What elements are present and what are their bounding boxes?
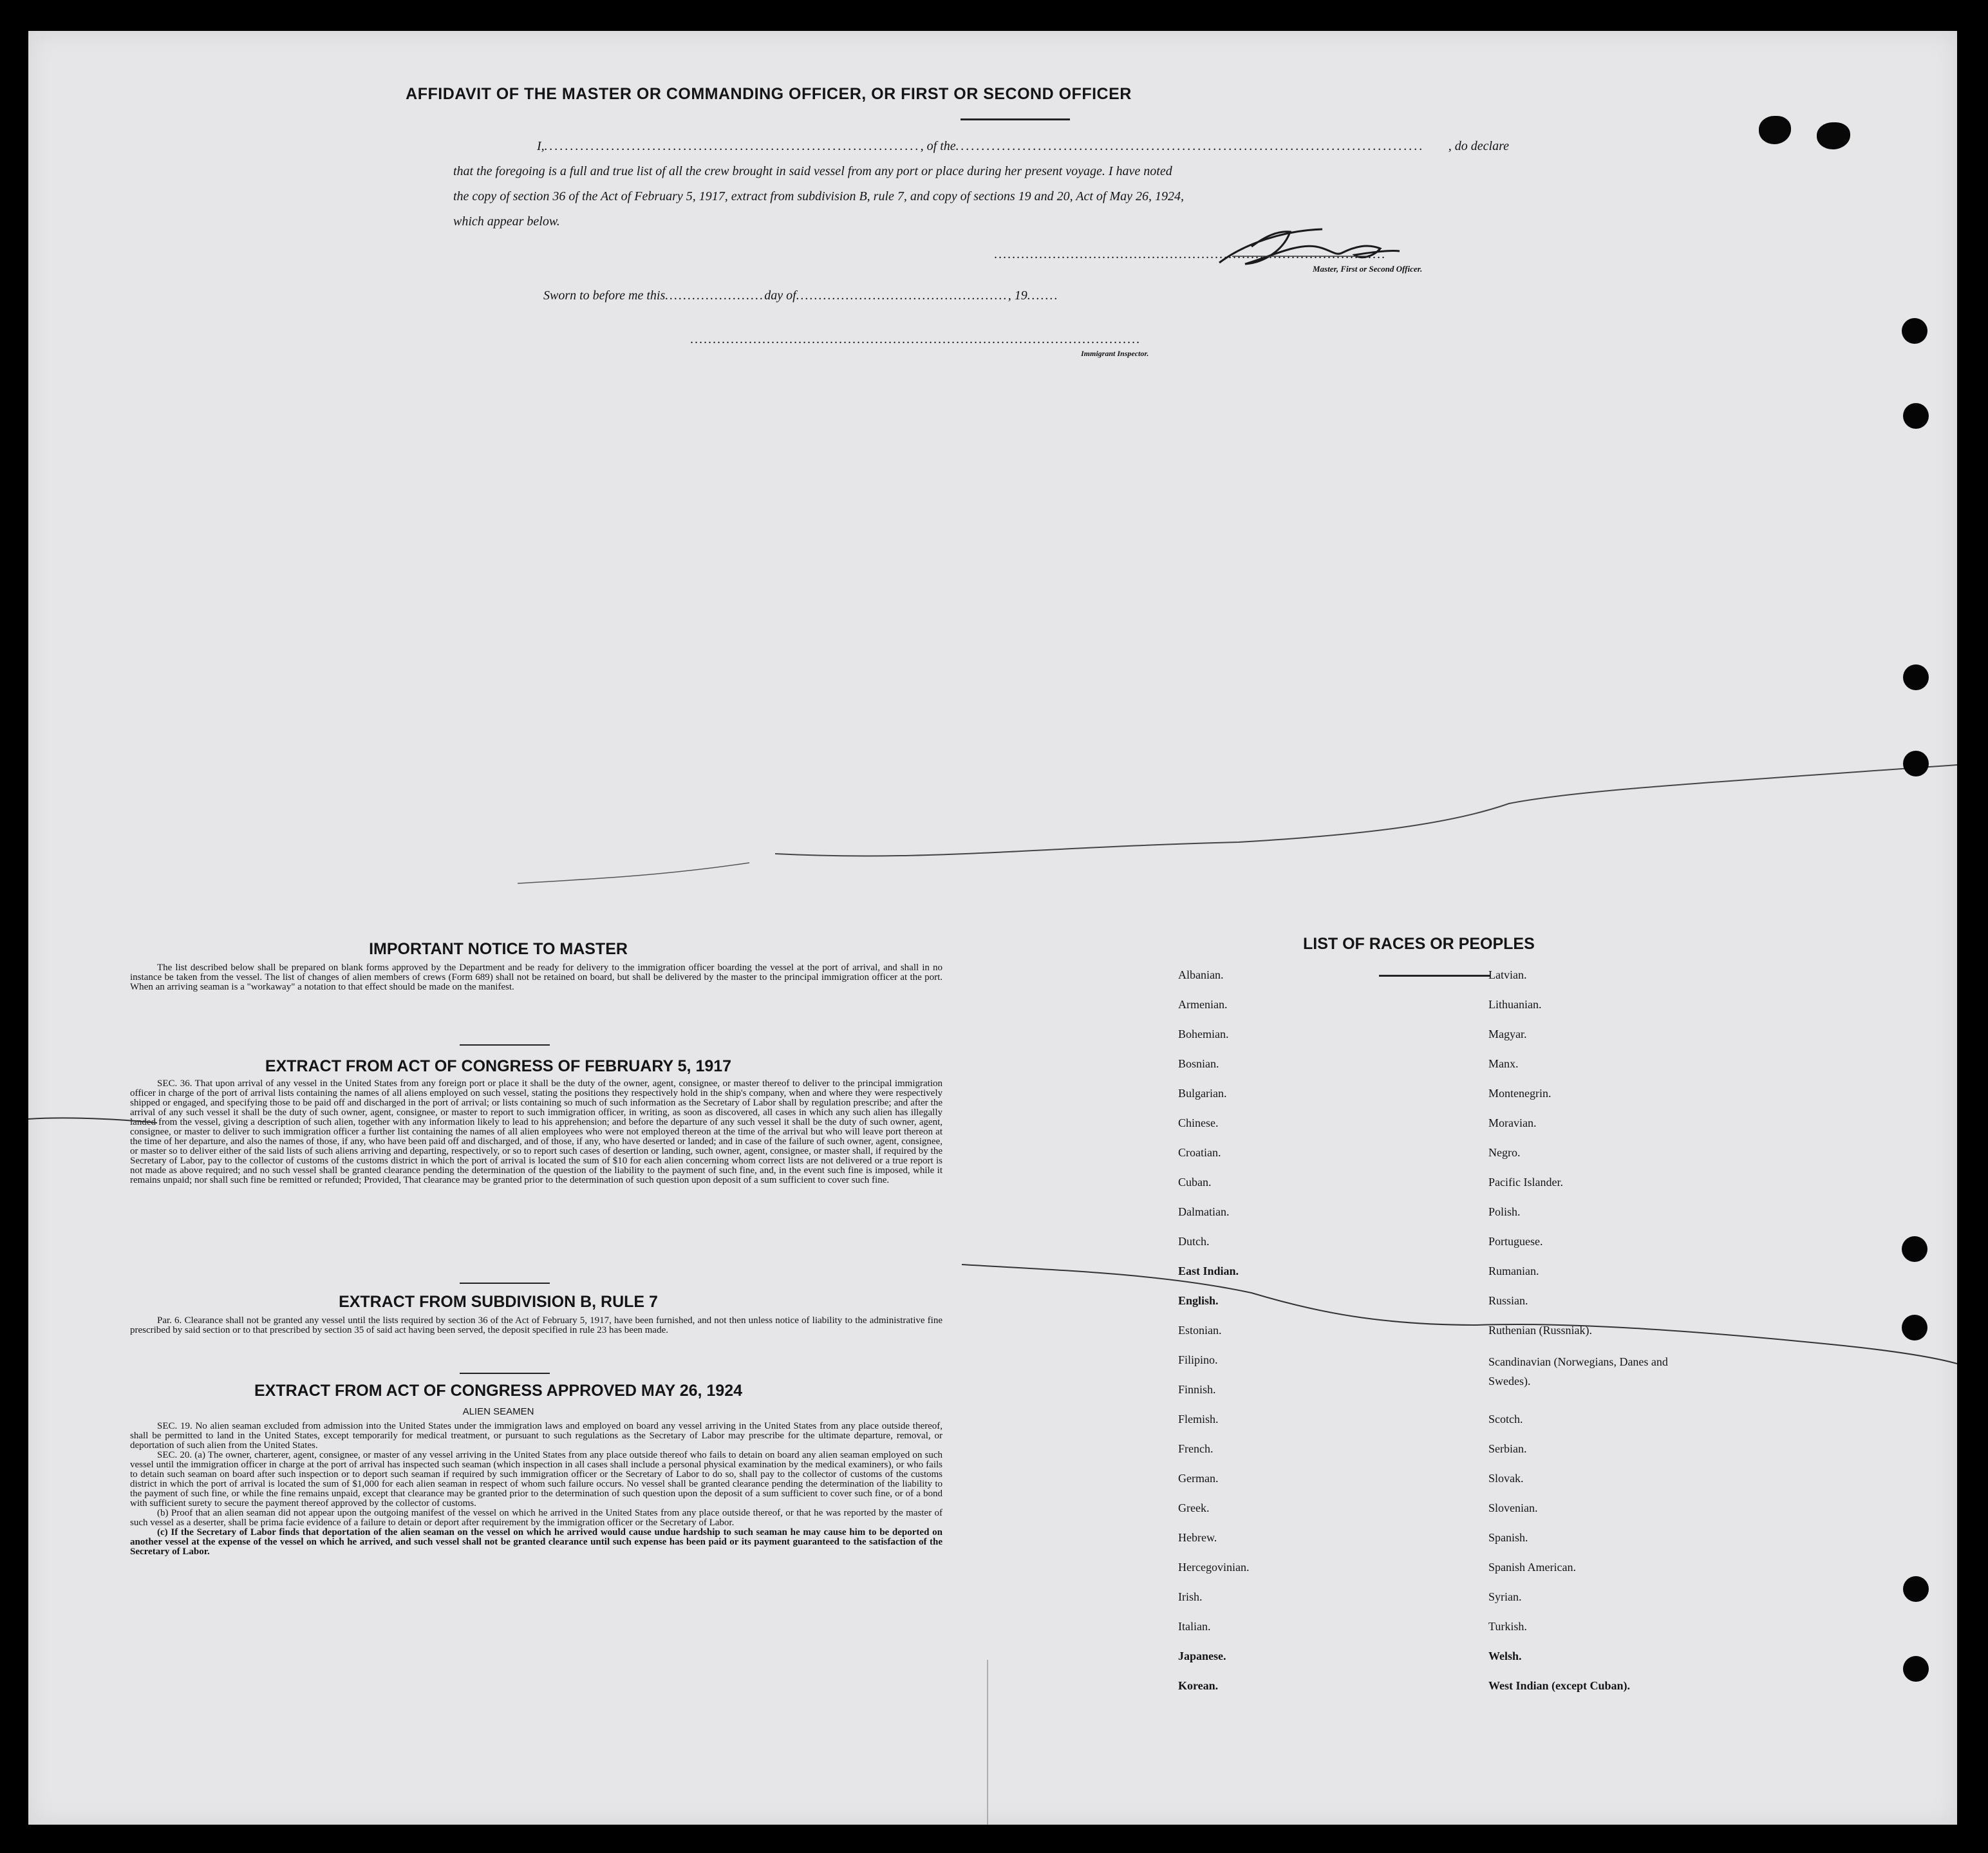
act1924-sec20a: SEC. 20. (a) The owner, charterer, agent, consignee, or master of any vessel arriving in the United States from any place outside thereof who fails to detain on board any alien seaman employed on such vessel until the immigration officer in charge at the port of arrival has inspected such seaman (which inspection in all cases shall include a personal physical examination by the medical examiners), or who fails to detain such seaman on board after such inspection or to deport such seaman if required by such immigration officer or the Secretary of Labor to do so, shall pay to the collector of customs of the customs district in which the port of arrival is located the sum of $1,000 for each alien seaman in respect of whom such failure occurs. No vessel shall be granted clearance pending the determination of the liability to the payment of such fine, or while the fine remains unpaid, except that clearance may be granted prior to the determination of such question upon the deposit of a sum sufficient to cover such fine, or of a bond with sufficient surety to secure the payment thereof approved by the collector of customs. <box>130 1450 942 1509</box>
race-item: Pacific Islander. <box>1488 1176 1563 1189</box>
signature-line: ....................................................................................... <box>994 247 1386 261</box>
race-item: Moravian. <box>1488 1116 1537 1129</box>
race-item: Scotch. <box>1488 1413 1523 1425</box>
race-item: Montenegrin. <box>1488 1087 1552 1100</box>
race-item: Magyar. <box>1488 1028 1527 1040</box>
race-item: Russian. <box>1488 1294 1528 1307</box>
race-item: English. <box>1178 1294 1219 1307</box>
race-item: Slovak. <box>1488 1472 1524 1485</box>
race-item: Hercegovinian. <box>1178 1561 1250 1574</box>
day-of-text: day of <box>764 288 796 303</box>
race-item: Albanian. <box>1178 968 1224 981</box>
punch-hole <box>1902 1236 1927 1262</box>
race-item: Spanish American. <box>1488 1561 1576 1574</box>
race-item: Chinese. <box>1178 1116 1219 1129</box>
race-item: Japanese. <box>1178 1650 1226 1662</box>
punch-hole <box>1902 318 1927 344</box>
rule7-paragraph: Par. 6. Clearance shall not be granted any vessel until the lists required by section 36 of the Act of February 5, 1917, have been furnished, and not then unless notice of liability to the administrative fine prescribed by said section or to that prescribed by section 35 of said act having been served, the deposit specified in rule 23 has been made. <box>130 1315 942 1335</box>
race-item: Polish. <box>1488 1205 1521 1218</box>
punch-hole <box>1903 1576 1929 1602</box>
act1924-subheading: ALIEN SEAMEN <box>462 1406 534 1417</box>
punch-hole <box>1903 403 1929 429</box>
race-item: Bosnian. <box>1178 1057 1219 1070</box>
race-item: Dalmatian. <box>1178 1205 1230 1218</box>
race-item: Hebrew. <box>1178 1531 1217 1544</box>
race-item: East Indian. <box>1178 1265 1239 1277</box>
race-item: Ruthenian (Russniak). <box>1488 1324 1592 1337</box>
race-item: Spanish. <box>1488 1531 1528 1544</box>
affidavit-title: AFFIDAVIT OF THE MASTER OR COMMANDING OFFICER, OR FIRST OR SECOND OFFICER <box>406 85 1132 103</box>
punch-hole <box>1903 1656 1929 1682</box>
act1917-heading: EXTRACT FROM ACT OF CONGRESS OF FEBRUARY 5, 1917 <box>265 1057 732 1075</box>
race-item: Latvian. <box>1488 968 1527 981</box>
race-item: Korean. <box>1178 1679 1219 1692</box>
document-page <box>28 31 1957 1825</box>
race-item: Scandinavian (Norwegians, Danes and Swedes). <box>1488 1355 1668 1387</box>
signature-caption: Master, First or Second Officer. <box>1313 264 1423 274</box>
races-heading: LIST OF RACES OR PEOPLES <box>1303 935 1535 953</box>
act1924-sec20b: (b) Proof that an alien seaman did not appear upon the outgoing manifest of the vessel on which he arrived in the United States from any place outside thereof, or that he was reported by the master of such vessel as a deserter, shall be prima facie evidence of a failure to detain or deport after requirement by the immigration officer or the Secretary of Labor. <box>130 1508 942 1528</box>
race-item: Dutch. <box>1178 1235 1210 1248</box>
race-item: Irish. <box>1178 1590 1203 1603</box>
affidavit-line-2: that the foregoing is a full and true list of all the crew brought in said vessel from any port or place during her present voyage. I have noted <box>453 164 1172 178</box>
punch-hole <box>1903 664 1929 690</box>
affidavit-i: I, <box>537 139 545 153</box>
act1924-heading: EXTRACT FROM ACT OF CONGRESS APPROVED MAY 26, 1924 <box>254 1382 743 1400</box>
rule7-heading: EXTRACT FROM SUBDIVISION B, RULE 7 <box>339 1293 658 1311</box>
act1917-paragraph: SEC. 36. That upon arrival of any vessel in the United States from any foreign port or place it shall be the duty of the owner, agent, consignee, or master thereof to deliver to the principal immigration officer in charge of the port of arrival lists containing the names of all aliens employed on such vessel, stating the positions they respectively hold in the ship's company, when and where they were respectively shipped or engaged, and specifying those to be paid off and discharged in the port of arrival; or lists containing so much of such information as the Secretary of Labor shall by regulation prescribe; and after the arrival of any such vessel it shall be the duty of such owner, agent, consignee, or master to report to such immigration officer, in writing, as soon as discovered, all cases in which any such alien has illegally landed from the vessel, giving a description of such alien, together with any information likely to lead to his apprehension; and before the departure of any such vessel it shall be the duty of such owner, agent, consignee, or master to deliver to such immigration officer a further list containing the names of all alien employees who were not employed thereon at the time of the arrival but who will leave port thereon at the time of her departure, and also the names of those, if any, who have been paid off and discharged, and of those, if any, who have deserted or landed; and in case of the failure of such owner, agent, consignee, or master so to deliver either of the said lists of such aliens arriving and departing, respectively, or so to report such cases of desertion or landing, such owner, agent, consignee, or master shall, if required by the Secretary of Labor, pay to the collector of customs of the customs district in which the port of arrival is located the sum of $10 for each alien concerning whom correct lists are not delivered or a true report is not made as above required; and no such vessel shall be granted clearance pending the determination of the question of the liability to the payment of such fine, and, in the event such fine is imposed, while it remains unpaid; nor shall such fine be remitted or refunded; Provided, That clearance may be granted prior to the determination of such question upon deposit of a sum sufficient to cover such fine. <box>130 1078 942 1185</box>
year-text: , 19 <box>1008 288 1027 303</box>
act1924-sec20c: (c) If the Secretary of Labor finds that deportation of the alien seaman on the vessel on which he arrived would cause undue hardship to such seaman he may cause him to be deported on another vessel at the expense of the vessel on which he arrived, and such vessel shall not be granted clearance until such expense has been paid or its payment guaranteed to the satisfaction of the Secretary of Labor. <box>130 1527 942 1557</box>
race-item: Flemish. <box>1178 1413 1219 1425</box>
race-item: Greek. <box>1178 1501 1210 1514</box>
race-item: Negro. <box>1488 1146 1521 1159</box>
race-item: Manx. <box>1488 1057 1519 1070</box>
race-item: Cuban. <box>1178 1176 1212 1189</box>
race-item: Rumanian. <box>1488 1265 1539 1277</box>
race-item: Armenian. <box>1178 998 1228 1011</box>
inspector-caption: Immigrant Inspector. <box>1081 349 1149 358</box>
race-item: Syrian. <box>1488 1590 1522 1603</box>
race-item: Bulgarian. <box>1178 1087 1227 1100</box>
affidavit-of-the: , of the <box>920 139 956 153</box>
blank-name: ......................................................................... <box>544 139 921 153</box>
affidavit-line-3: the copy of section 36 of the Act of February 5, 1917, extract from subdivision B, rule 7, and copy of sections 19 and 20, Act of May 26, 1924, <box>453 189 1185 203</box>
sworn-text: Sworn to before me this <box>543 288 666 303</box>
affidavit-line-4: which appear below. <box>453 214 560 229</box>
notice-paragraph: The list described below shall be prepared on blank forms approved by the Department and be ready for delivery to the immigration officer boarding the vessel at the port of arrival, and shall in no instance be taken from the vessel. The list of changes of alien members of crews (Form 689) shall not be retained on board, but shall be delivered by the master to the principal immigration officer at the port. When an arriving seaman is a "workaway" a notation to that effect should be made on the manifest. <box>130 963 942 992</box>
blank-vessel: ........................................................................................... <box>955 139 1425 153</box>
race-item: Slovenian. <box>1488 1501 1538 1514</box>
race-item: Lithuanian. <box>1488 998 1542 1011</box>
race-item: Welsh. <box>1488 1650 1522 1662</box>
race-item: Serbian. <box>1488 1442 1527 1455</box>
inspector-line: .................................................................................................... <box>690 332 1141 346</box>
race-item: Finnish. <box>1178 1383 1216 1396</box>
race-item: Croatian. <box>1178 1146 1221 1159</box>
punch-hole <box>1902 1315 1927 1340</box>
sworn-line: Sworn to before me this......................day of..............................................., 19....... <box>543 288 1059 303</box>
paper-crack <box>28 31 1957 1825</box>
race-item: German. <box>1178 1472 1219 1485</box>
act1924-sec19: SEC. 19. No alien seaman excluded from admission into the United States under the immigration laws and employed on board any vessel arriving in the United States from any place outside thereof, shall be permitted to land in the United States, except temporarily for medical treatment, or pursuant to such regulations as the Secretary of Labor may prescribe for the ultimate departure, removal, or deportation of such alien from the United States. <box>130 1421 942 1451</box>
punch-hole <box>1903 751 1929 776</box>
notice-heading: IMPORTANT NOTICE TO MASTER <box>369 940 628 958</box>
race-item: Italian. <box>1178 1620 1211 1633</box>
race-item: Turkish. <box>1488 1620 1527 1633</box>
race-item: West Indian (except Cuban). <box>1488 1679 1631 1692</box>
race-item: Filipino. <box>1178 1353 1218 1366</box>
race-item: French. <box>1178 1442 1214 1455</box>
race-item: Estonian. <box>1178 1324 1222 1337</box>
affidavit-declare: , do declare <box>1448 139 1509 153</box>
race-item: Bohemian. <box>1178 1028 1229 1040</box>
race-item: Portuguese. <box>1488 1235 1543 1248</box>
